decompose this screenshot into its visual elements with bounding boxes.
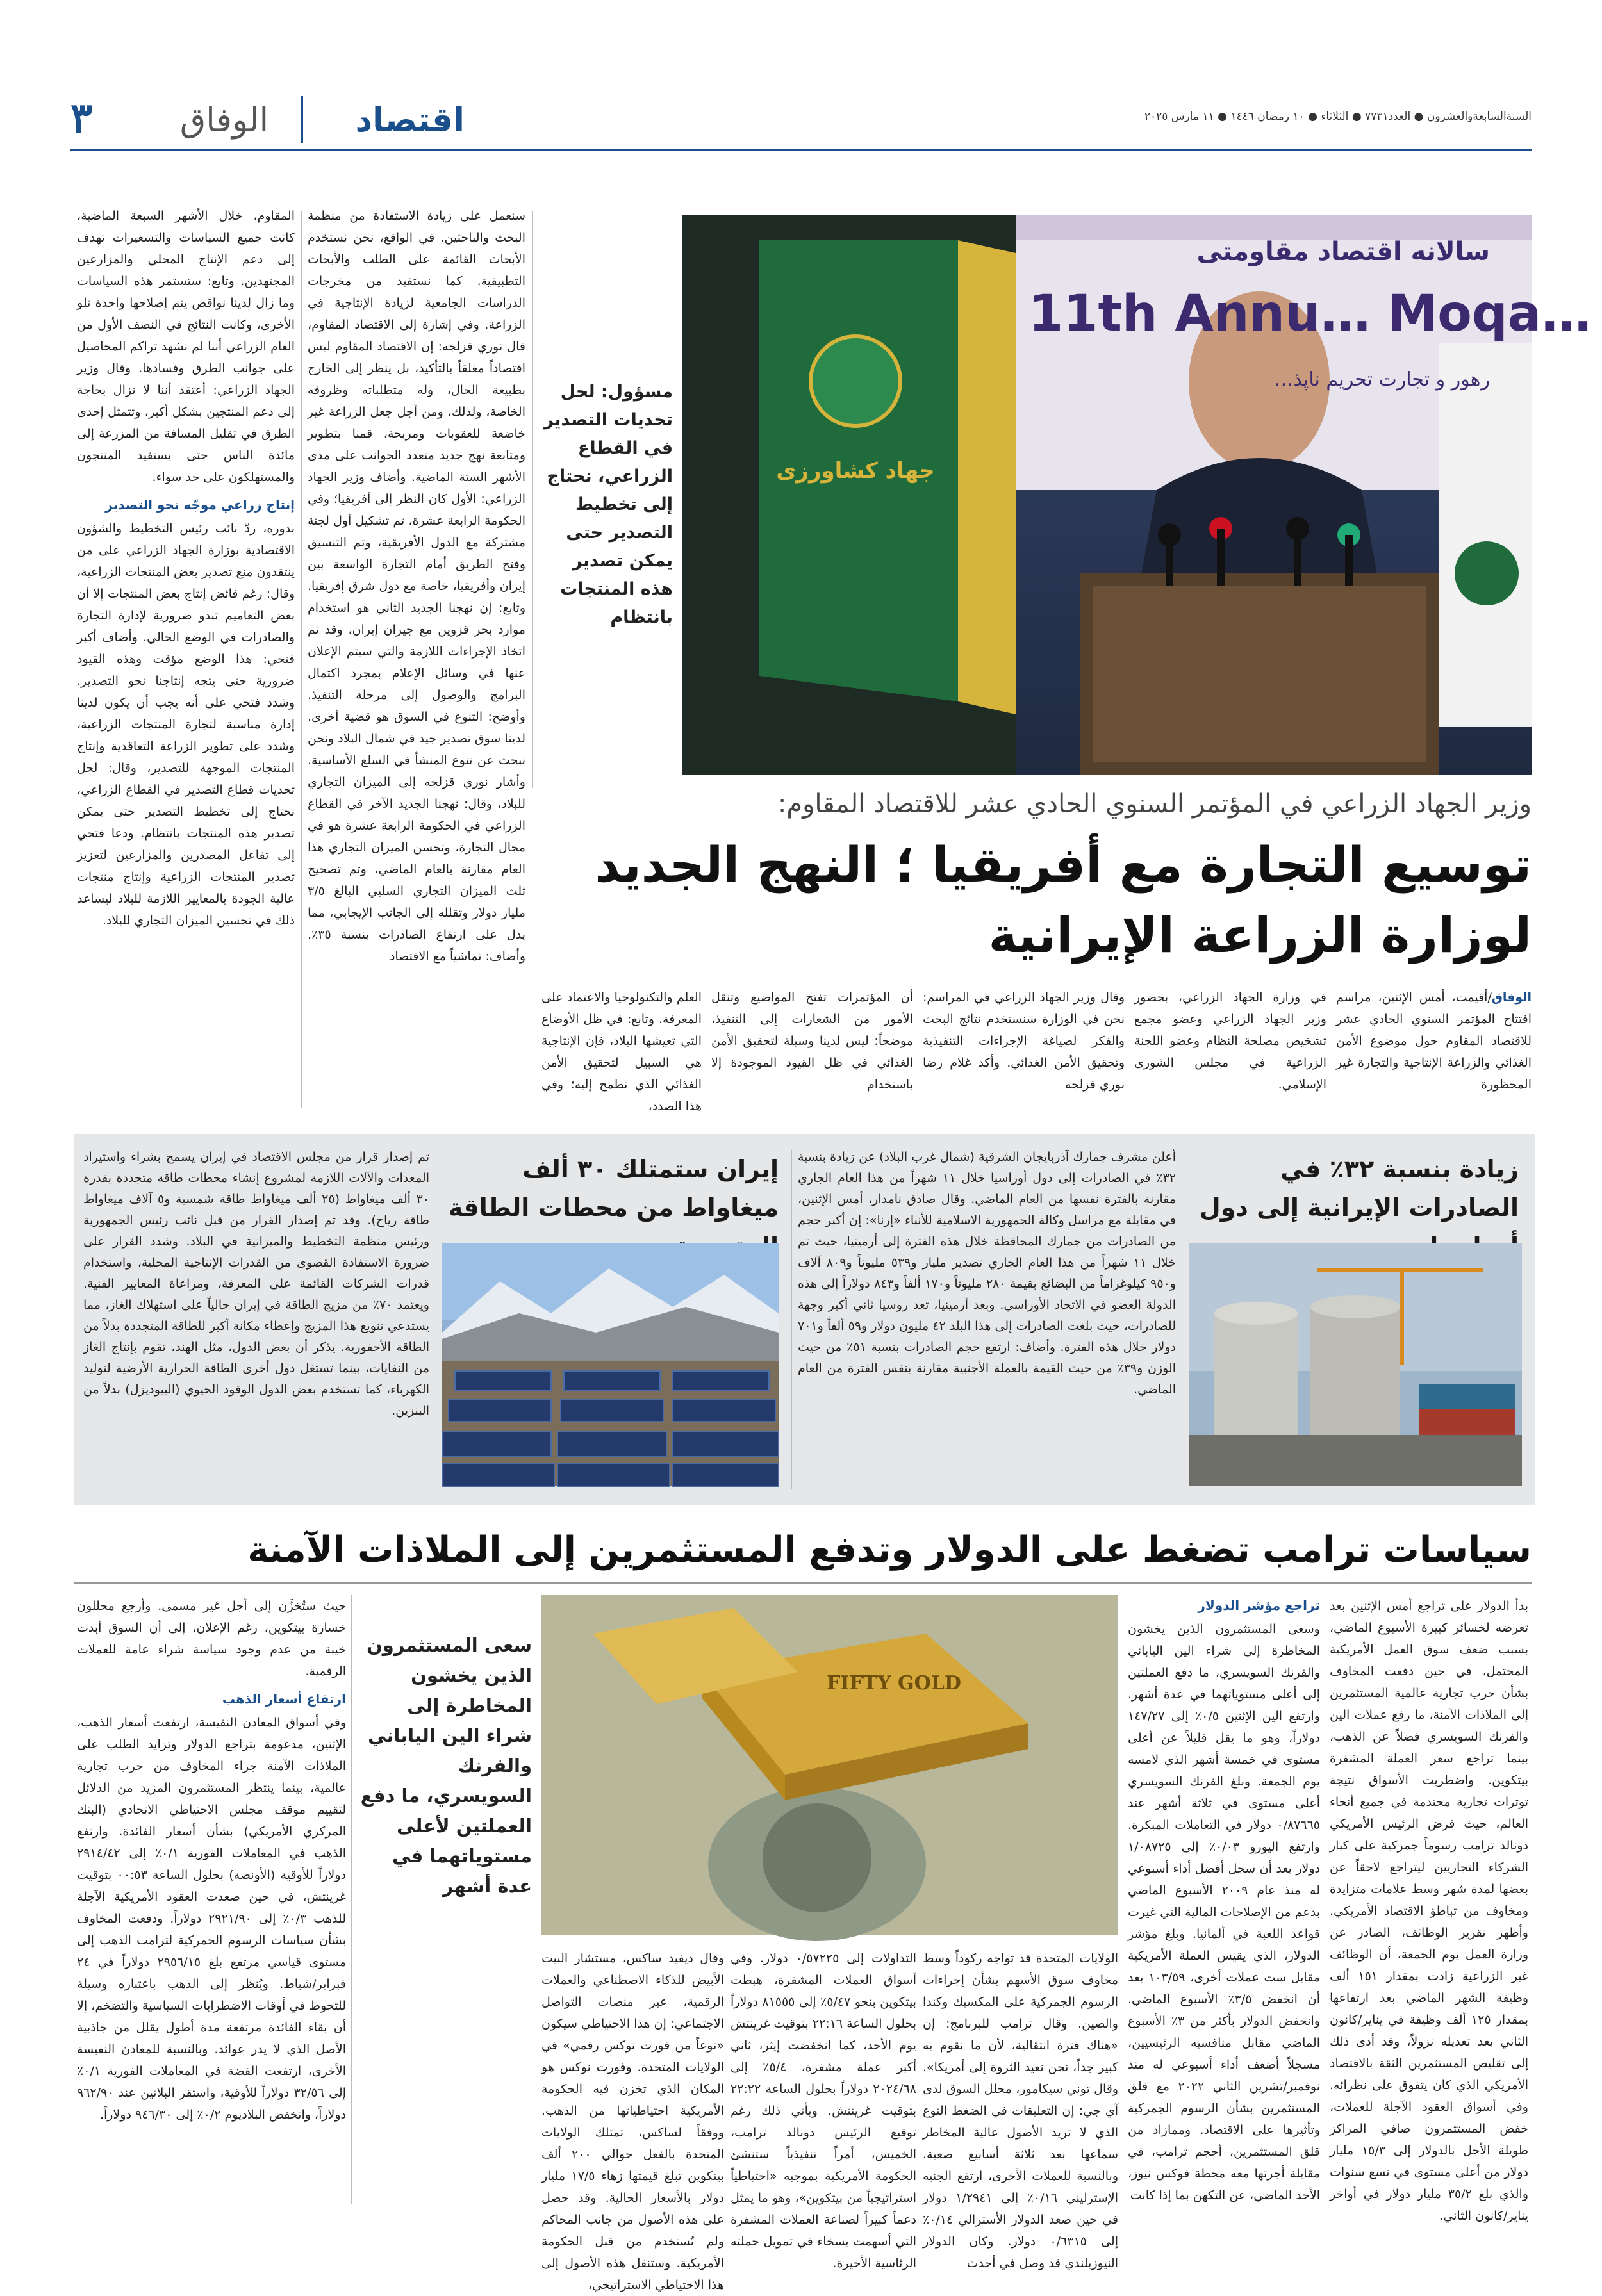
main-article-paragraph: بدوره، ردّ نائب رئيس التخطيط والشؤون الاقتصادية بوزارة الجهاد الزراعي على من ينتقدون منع تصدير بعض المنتجات الزراعية، وقال: رغم فائض إنتاج بعض المنتجات إلا أن بعض التعاميم تبدو ضرورية لإدارة التجارة والصادرات في الوضع الحالي. وأضاف أكبر فتحي: هذا الوضع مؤقت وهذه القيود ضرورية حتى يتجه إنتاجنا نحو التصدير. وشدد فتحي على أنه يجب أن يكون لدينا إدارة مناسبة لتجارة المنتجات الزراعية، وشدد على تطوير الزراعة التعاقدية وإنتاج المنتجات الموجهة للتصدير، وقال: لحل تحديات قطاع التصدير في القطاع الزراعي، نحتاج إلى تخطيط التصدير حتى يمكن تصدير هذه المنتجات بانتظام. ودعا فتحي إلى تفاعل المصدرين والمزارعين لتعزيز تصدير المنتجات الزراعية وإنتاج منتجات عالية الجودة بالمعايير اللازمة للبلاد ليساعد ذلك في تحسين الميزان التجاري للبلاد.: [77, 521, 295, 928]
main-article-headline-line1: توسيع التجارة مع أفريقيا ؛ النهج الجديد: [595, 836, 1532, 893]
main-article-paragraph: سنعمل على زيادة الاستفادة من منظمة البحث والباحثين. في الواقع، نحن نستخدم الأبحاث القائمة على الطلب والأبحاث التطبيقية. كما نستفيد من مخرجات الدراسات الجامعية لزيادة الإنتاجية في الزراعة. وفي إشارة إلى الاقتصاد المقاوم، قال نوري قزلجه: إن الاقتصاد المقاوم ليس اقتصاداً مغلقاً بالتأكيد، بل ينظر إلى الخارج بطبيعة الحال، وله متطلباته وظروفه الخاصة، ولذلك، ومن أجل جعل الزراعة غير خاضعة للعقوبات ومربحة، قمنا بتطوير ومتابعة نهج جديد متعدد الجوانب على مدى الأشهر الستة الماضية. وأضاف وزير الجهاد الزراعي: الأول كان النظر إلى أفريقيا؛ وفي الحكومة الرابعة عشرة، تم تشكيل أول لجنة مشتركة مع الدول الأفريقية، وتم التنسيق وفتح الطريق أمام التجارة الواسعة بين إيران وأفريقيا، خاصة مع دول شرق إفريقيا. وتابع: إن نهجنا الجديد الثاني هو استخدام موارد بحر قزوين مع جيران إيران، وقد تم اتخاذ الإجراءات اللازمة والتي سيتم الإعلان عنها في وسائل الإعلام بمجرد اكتمال البرامج والوصول إلى مرحلة التنفيذ. وأوضح: التنوع في السوق هو قضية أخرى. لدينا سوق تصدير جيد في شمال البلاد ونحن نبحث عن تنوع المنشأ في السلع الأساسية. وأشار نوري قزلجه إلى الميزان التجاري للبلاد، وقال: نهجنا الجديد الآخر في القطاع الزراعي في الحكومة الرابعة عشرة هو في مجال التجارة، وتحسن الميزان التجاري هذا العام مقارنة بالعام الماضي، وتم تصحيح ثلث الميزان التجاري السلبي البالغ ٣/٥ مليار دولار وتقلله إلى الجانب الإيجابي، مما يدل على ارتفاع الصادرات بنسبة ٣٥٪. وأضاف: تماشياً مع الاقتصاد: [308, 209, 525, 964]
main-article-paragraph: أن المؤتمرات تفتح المواضيع وتنقل الأمور من الشعارات إلى التنفيذ، موضحاً: ليس لدينا وسيلة لتحقيق الأمن الغذائي في ظل القيود الموجودة إلا باستخدام: [711, 990, 913, 1092]
main-article-bottom-column: [923, 987, 1125, 1147]
section-label: اقتصاد: [355, 101, 465, 140]
dollar-article-paragraph: بدأ الدولار على تراجع أمس الإثنين بعد تعرضه لخسائر كبيرة الأسبوع الماضي، بسبب ضعف سوق العمل الأمريكية المحتمل، في حين دفعت المخاوف بشأن حرب تجارية عالمية المستثمرين إلى الملاذات الآمنة، ما رفع عملات الين والفرنك السويسري فضلاً عن الذهب، بينما تراجع سعر العملة المشفرة بيتكوين. واضطربت الأسواق نتيجة توترات تجارية محتدمة في جميع أنحاء العالم، حيث فرض الرئيس الأمريكي دونالد ترامب رسوماً جمركية على كبار الشركاء التجاريين ليتراجع لاحقاً عن بعضها لمدة شهر وسط علامات متزايدة ومخاوف من تباطؤ الاقتصاد الأمريكي. وأظهر تقرير الوظائف، الصادر عن وزارة العمل يوم الجمعة، أن الوظائف غير الزراعية زادت بمقدار ١٥١ ألف وظيفة الشهر الماضي بعد ارتفاعها بمقدار ١٢٥ ألف وظيفة في يناير/كانون الثاني بعد تعديله نزولاً، وقد أدى ذلك إلى تقليص المستثمرين الثقة بالاقتصاد الأمريكي الذي كان يتفوق على نظرائه. وفي أسواق العقود الآجلة للعملات، خفض المستثمرون صافي المراكز طويلة الأجل بالدولار إلى ١٥/٣ مليار دولار من أعلى مستوى في تسع سنوات والذي بلغ ٣٥/٢ مليار دولار في أواخر يناير/كانون الثاني.: [1330, 1599, 1528, 2223]
main-article-intro-column: الوفاق/أقيمت، أمس الإثنين، مراسم افتتاح المؤتمر السنوي الحادي عشر للاقتصاد المقاوم حول موضوع الأمن الغذائي والزراعة الإنتاجية والتجارة غير المحظورة: [1336, 990, 1532, 1092]
energy-body: [83, 1147, 429, 1493]
main-article-photo: [682, 215, 1592, 775]
main-article-headline-line2: لوزارة الزراعة الإيرانية: [988, 906, 1532, 964]
dollar-article-paragraph: حيث ستُخزَّن إلى أجل غير مسمى. وأرجع محللون خسارة بيتكوين، رغم الإعلان، إلى أن السوق أبدت خيبة من عدم وجود سياسة شراء عامة للعملات الرقمية.: [77, 1599, 346, 1678]
dollar-headline-rule: [74, 1582, 1532, 1584]
solar-farm-illustration: [442, 1243, 779, 1486]
exports-body: [798, 1147, 1176, 1493]
dollar-article-column: [541, 1948, 724, 2292]
main-article-subhead: إنتاج زراعي موجّه نحو التصدير: [105, 497, 295, 512]
main-article-bottom-column: [1134, 987, 1326, 1147]
column-divider: [351, 1595, 352, 2204]
main-article-paragraph: في وزارة الجهاد الزراعي، بحضور وزير الجهاد الزراعي وعضو مجمع تشخيص مصلحة النظام وعضو اللجنة الزراعية في مجلس الشورى الإسلامي.: [1134, 990, 1326, 1092]
energy-headline: إيران ستمتلك ٣٠ ألف ميغاواط من محطات الطاقة: [448, 1155, 779, 1222]
dollar-article-column: [731, 1948, 916, 2270]
box-divider: [791, 1150, 792, 1489]
dateline: السنةالسابعةوالعشرون ● العدد٧٧٣١ ● الثلاثاء ● ١٠ رمضان ١٤٤٦ ● ١١ مارس ٢٠٢٥: [1144, 110, 1532, 123]
main-article-bottom-column: [541, 987, 702, 1147]
dollar-article-paragraph: وقال ديفيد ساكس، مستشار البيت الأبيض للذكاء الاصطناعي والعملات الرقمية، عبر منصات التواصل الاجتماعي: إن هذا الاحتياطي سيكون «نوعاً من فورت نوكس رقمي» في الولايات المتحدة. وفورت نوكس هو المكان الذي تخزن فيه الحكومة الأمريكية احتياطياتها من الذهب. ووفقاً لساكس، تمتلك الولايات المتحدة بالفعل حوالي ٢٠٠ ألف بيتكوين تبلغ قيمتها زهاء ١٧/٥ مليار دولار بالأسعار الحالية. وقد حصل على هذه الأصول من جانب المحاكم ولم تُستخدم من قبل الحكومة الأمريكية. وستنقل هذه الأصول إلى هذا الاحتياطي الاستراتيجي،: [541, 1951, 724, 2292]
photo-flag-text: جهاد كشاورزى: [776, 458, 935, 484]
dollar-article-paragraph: وسعى المستثمرون الذين يخشون المخاطرة إلى شراء الين الياباني والفرنك السويسري، ما دفع العملتين إلى أعلى مستوياتهما في عدة أشهر. وارتفع الين الإثنين ٠/٥٪ إلى ١٤٧/٢٧ دولاراً، وهو ما يقل قليلاً عن أعلى مستوى في خمسة أشهر الذي لامسه يوم الجمعة. وبلغ الفرنك السويسري أعلى مستوى في ثلاثة أشهر عند ٠/٨٧٦٦٥ دولار في التعاملات المبكرة. وارتفع اليورو ٠/٠٣٪ إلى ١/٠٨٧٢٥ دولار بعد أن سجل أفضل أداء أسبوعي له منذ عام ٢٠٠٩ الأسبوع الماضي بدعم من الإصلاحات المالية التي غيرت قواعد اللعبة في ألمانيا. وبلغ مؤشر الدولار، الذي يقيس العملة الأمريكية مقابل ست عملات أخرى، ١٠٣/٥٩ بعد أن انخفض ٣/٥٪ الأسبوع الماضي. وانخفض الدولار بأكثر من ٣٪ الأسبوع الماضي مقابل منافسيه الرئيسيين، مسجلاً أضعف أداء أسبوعي له منذ نوفمبر/تشرين الثاني ٢٠٢٢ مع قلق المستثمرين بشأن الرسوم الجمركية وتأثيرها على الاقتصاد. وممازاد من قلق المستثمرين، أحجم ترامب، في مقابلة أجرتها معه محطة فوكس نيوز، الأحد الماضي، عن التكهن بما إذا كانت: [1128, 1622, 1321, 2202]
main-article-paragraph: أقيمت، أمس الإثنين، مراسم افتتاح المؤتمر السنوي الحادي عشر للاقتصاد المقاوم حول موضوع الأمن الغذائي والزراعة الإنتاجية والتجارة غير المحظورة: [1336, 990, 1532, 1092]
dollar-article-paragraph: الولايات المتحدة قد تواجه ركوداً وسط مخاوف سوق الأسهم بشأن إجراءات الرسوم الجمركية على المكسيك وكندا والصين. وقال ترامب للبرنامج: إن «هناك فترة انتقالية، لأن ما نقوم به كبير جداً، نحن نعيد الثروة إلى أمريكا». وقال توني سيكامور، محلل السوق لدى آي جي: إن التعليقات في الضغط النوع الذي لا تريد الأصول عالية المخاطر سماعها بعد ثلاثة أسابيع صعبة. وبالنسبة للعملات الأخرى، ارتفع الجنيه الإسترليني ٠/١٦٪ إلى ١/٢٩٤١ دولار في حين صعد الدولار الأسترالي ٠/١٤٪ إلى ٠/٦٣١٥ دولار. وكان الدولار النيوزيلندي قد وصل في أحدث: [923, 1951, 1118, 2270]
main-article-column-far-left: [77, 205, 295, 974]
dollar-article-column: [923, 1948, 1118, 2270]
dollar-article-column: [77, 1595, 346, 2210]
page-number: ٣: [70, 94, 93, 142]
energy-paragraph: تم إصدار قرار من مجلس الاقتصاد في إيران يسمح بشراء واستيراد المعدات والآلات اللازمة لمشروع إنشاء محطات طاقة متجددة بقدرة ٣٠ ألف ميغاواط (٢٥ ألف ميغاواط طاقة شمسية و٥ آلاف ميغاواط طاقة رياح). وقد تم إصدار القرار من قبل نائب رئيس الجمهورية ورئيس منظمة التخطيط والميزانية في البلاد. وشدد القرار على ضرورة الاستفادة القصوى من القدرات الإنتاجية المحلية، واستخدام قدرات الشركات القائمة على المعرفة، ومراعاة المعايير الفنية. ويعتمد ٧٠٪ من مزيج الطاقة في إيران حالياً على استهلاك الغاز، مما يستدعي تنويع هذا المزيج وإعطاء مكانة أكبر للطاقة المتجددة بدلاً من الطاقة الأحفورية. يذكر أن بعض الدول، مثل الهند، تقوم بإنتاج الغاز من النفايات، بينما تستغل دول أخرى الطاقة الحرارية الأرضية لتوليد الكهرباء، كما تستخدم بعض الدول الوقود الحيوي (البيوديزل) بدلاً من البنزين.: [83, 1150, 429, 1418]
main-article-pull-quote: مسؤول: لحل تحديات التصدير في القطاع الزراعي، نحتاج إلى تخطيط التصدير حتى يمكن تصدير هذه المنتجات بانتظام: [543, 382, 673, 627]
gold-bar-label: FIFTY GOLD: [827, 1672, 961, 1694]
masthead-logo: الوفاق: [179, 101, 269, 140]
column-divider: [532, 211, 533, 788]
column-divider: [301, 211, 302, 1108]
main-article-column-left: [308, 205, 525, 974]
dollar-article-column: [1330, 1595, 1528, 2223]
logo-divider: [301, 96, 303, 144]
main-article-bottom-column: [711, 987, 913, 1147]
gold-bars-photo: [541, 1595, 1118, 1935]
main-article-paragraph: وقال وزير الجهاد الزراعي في المراسم: نحن في الوزارة سنستخدم نتائج البحث والفكر لصياغة الإجراءات التنفيذية وتحقيق الأمن الغذائي. وأكد غلام رضا نوري قزلجه: [923, 990, 1125, 1092]
main-article-paragraph: المقاوم، خلال الأشهر السبعة الماضية، كانت جميع السياسات والتسعيرات تهدف إلى دعم الإنتاج المحلي والمزارعين المجتهدين. وتابع: ستستمر هذه السياسات وما زال لدينا نواقص يتم إصلاحها واحدة تلو الأخرى، وكانت النتائج في النصف الأول من العام الزراعي أننا لم نشهد تراكم المحاصيل على جوانب الطرق وفسادها. وقال وزير الجهاد الزراعي: أعتقد أننا لا نزال بحاجة إلى دعم المنتجين بشكل أكبر، وتتمثل إحدى الطرق في تقليل المسافة من المزرعة إلى مائدة الناس حتى يستفيد المنتجون والمستهلكون على حد سواء.: [77, 209, 295, 484]
silos-and-containers-illustration: [1189, 1243, 1522, 1486]
photo-banner-text: سالانه اقتصاد مقاومتی: [1196, 237, 1490, 266]
exports-headline: زيادة بنسبة ٣٢٪ في الصادرات الإيرانية إلى دول: [1199, 1155, 1519, 1222]
dollar-article-paragraph: وفي أسواق المعادن النفيسة، ارتفعت أسعار الذهب، الإثنين، مدعومة بتراجع الدولار وتزايد الطلب على الملاذات الآمنة جراء المخاوف من حرب تجارية عالمية، بينما ينتظر المستثمرون المزيد من الدلائل لتقييم موقف مجلس الاحتياطي الاتحادي (البنك المركزي الأمريكي) بشأن أسعار الفائدة. وارتفع الذهب في المعاملات الفورية ٠/١٪ إلى ٢٩١٤/٤٢ دولاراً للأوقية (الأونصة) بحلول الساعة ٠٠:٥٣ بتوقيت غرينتش، في حين صعدت العقود الأمريكية الآجلة للذهب ٠/٣٪ إلى ٢٩٢١/٩٠ دولاراً. ودفعت المخاوف بشأن سياسات الرسوم الجمركية لترامب الذهب إلى مستوى قياسي مرتفع بلغ ٢٩٥٦/١٥ دولاراً في ٢٤ فبراير/شباط. ويُنظر إلى الذهب باعتباره وسيلة للتحوط في أوقات الاضطرابات السياسية والتضخم، إلا أن بقاء الفائدة مرتفعة مدة أطول يقلل من جاذبية الأصل الذي لا يدر عوائد. وبالنسبة للمعادن النفيسة الأخرى، ارتفعت الفضة في المعاملات الفورية ٠/١٪ إلى ٣٢/٥٦ دولاراً للأوقية، واستقر البلاتين عند ٩٦٢/٩٠ دولاراً، وانخفض البلاديوم ٠/٢٪ إلى ٩٤٦/٣٠ دولاراً.: [77, 1716, 347, 2122]
dollar-pull-quote: سعى المستثمرون الذين يخشون المخاطرة إلى شراء الين الياباني والفرنك السويسري، ما دفع العملتين لأعلى مستوياتهما في عدة أشهر: [360, 1634, 532, 1897]
main-article-paragraph: العلم والتكنولوجيا والاعتماد على المعرفة. وتابع: في ظل الأوضاع التي تعيشها البلاد، فإن الإنتاجية هي السبيل لتحقيق الأمن الغذائي الذي نطمح إليه؛ وفي هذا الصدد،: [541, 990, 702, 1113]
main-article-kicker: وزير الجهاد الزراعي في المؤتمر السنوي الحادي عشر للاقتصاد المقاوم:: [777, 789, 1532, 819]
header-rule: [70, 149, 1532, 151]
exports-photo: [1189, 1243, 1522, 1486]
photo-banner-subtext: رهور و تجارت تحریم ناپذ…: [1274, 368, 1490, 391]
energy-photo: [442, 1243, 779, 1486]
dollar-article-column: [1128, 1595, 1320, 2210]
dollar-headline: سياسات ترامب تضغط على الدولار وتدفع المستثمرين إلى الملاذات الآمنة: [247, 1529, 1532, 1571]
photo-banner-english: 11th Annu… Moqa…: [1028, 285, 1592, 343]
exports-paragraph: أعلن مشرف جمارك آذربايجان الشرقية (شمال غرب البلاد) عن زيادة بنسبة ٣٢٪ في الصادرات إلى دول أوراسيا خلال ١١ شهراً من هذا العام الجاري مقارنة بالفترة نفسها من العام الماضي. وقال صادق نامدار، أمس الإثنين، في مقابلة مع مراسل وكالة الجمهورية الاسلامية للأنباء «إرنا»: إن أكبر حجم من الصادرات من جمارك المحافظة خلال هذه الفترة إلى أرمينيا، حيث تم خلال ١١ شهراً من هذا العام الجاري تصدير مليار و٥٣٩ مليوناً و٨٠٩ آلاف و٩٥٠ كيلوغراماً من البضائع بقيمة ٢٨٠ مليوناً و١٧٠ ألفاً و٨٤٣ دولاراً إلى هذه الدولة العضو في الاتحاد الأوراسي. وبعد أرمينيا، تعد روسيا ثاني أكبر وجهة للصادرات، حيث بلغت الصادرات إلى هذا البلد ٤٢ مليون دولار و٥٩ ألفاً و٧٠١ دولار خلال هذه الفترة. وأضاف: ارتفع حجم الصادرات بنسبة ٥١٪ من حيث الوزن و٣٩٪ من حيث القيمة بالعملة الأجنبية مقارنة بنفس الفترة من العام الماضي.: [798, 1150, 1177, 1397]
dollar-article-subhead: ارتفاع أسعار الذهب: [222, 1691, 346, 1707]
gold-and-dollars-illustration: [541, 1595, 1118, 1935]
dollar-article-subhead: تراجع مؤشر الدولار: [1198, 1598, 1320, 1613]
byline: الوفاق: [1491, 990, 1532, 1004]
dollar-article-paragraph: التداولات إلى ٠/٥٧٢٢٥ دولار. وفي أسواق العملات المشفرة، هبطت بيتكوين بنحو ٥/٤٧٪ إلى ٨١٥٥٥ دولاراً بحلول الساعة ٢٢:١٦ بتوقيت غرينتش يوم الأحد، كما انخفضت إيثر، ثاني أكبر عملة مشفرة، ٥/٤٪ إلى ٢٠٢٤/٦٨ دولاراً بحلول الساعة ٢٢:٢٢ بتوقيت غرينتش. ويأتي ذلك رغم توقيع الرئيس دونالد ترامب، الخميس، أمراً تنفيذياً ستنشئ الحكومة الأمريكية بموجبه «احتياطياً استراتيجياً من بيتكوين»، وهو ما يمثل دعماً كبيراً لصناعة العملات المشفرة التي أسهمت بسخاء في تمويل حملته الرئاسية الأخيرة.: [731, 1951, 916, 2270]
